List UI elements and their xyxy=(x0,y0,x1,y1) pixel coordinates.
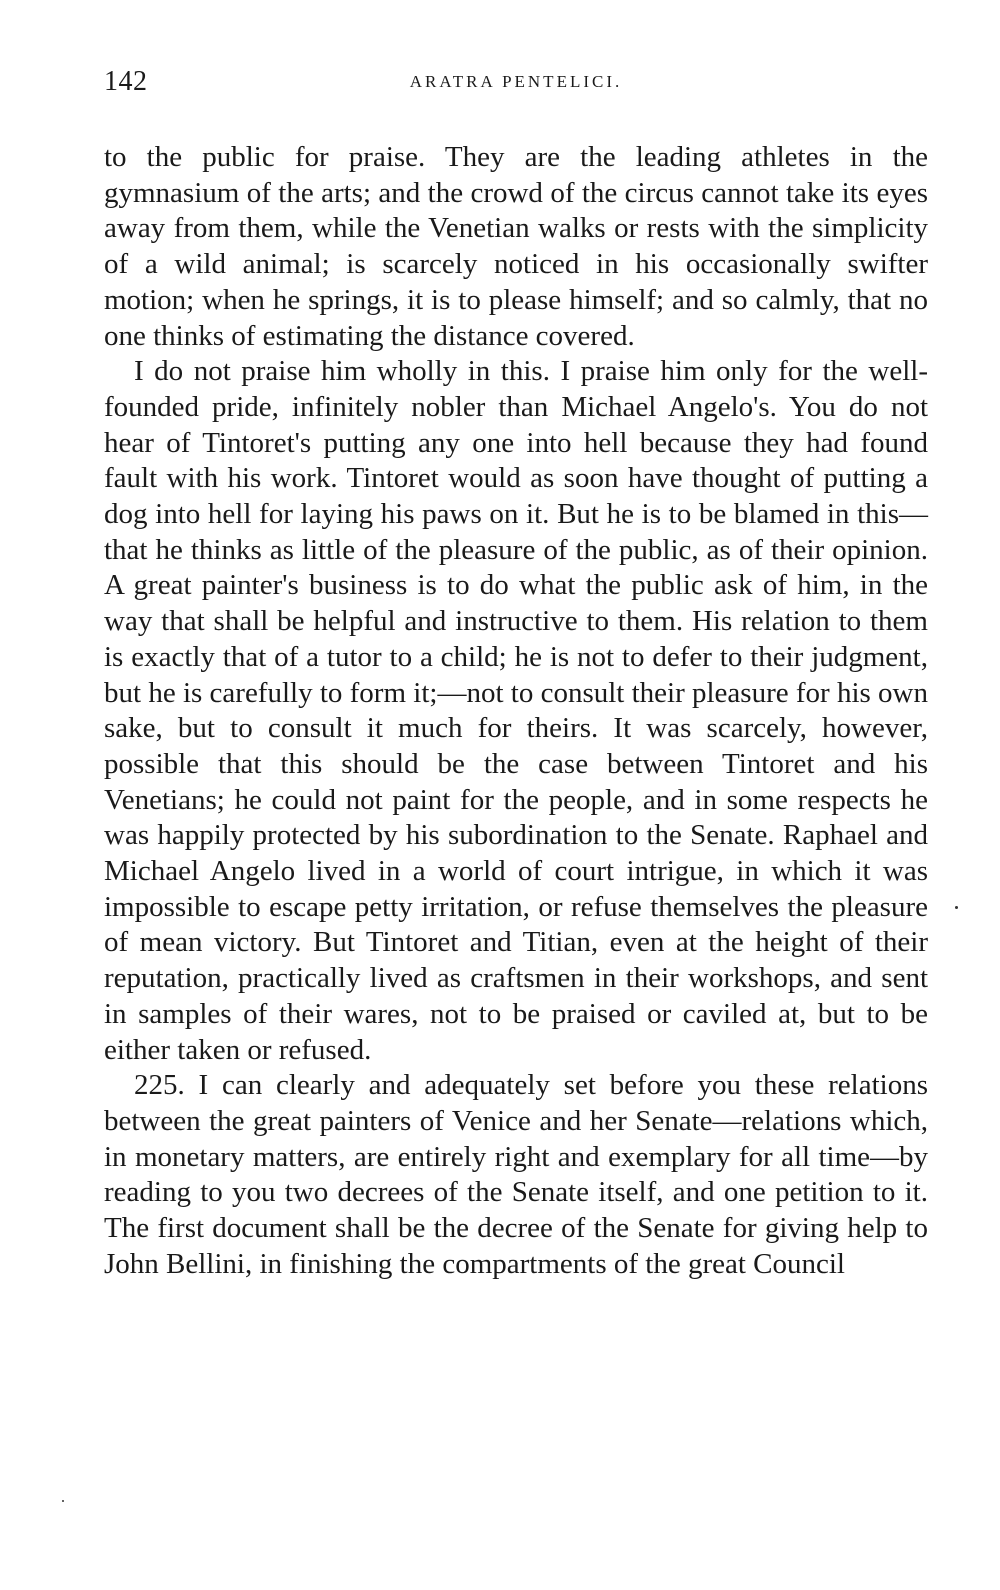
paragraph-tintoret: I do not praise him wholly in this. I praise him only for the well-founded pride, infinitely nobler than Michael Angelo's. You do not hear of Tintoret's putting any one into hell because they had found fault with his work. Tintoret would as soon have thought of putting a dog into hell for laying his paws on it. But he is to be blamed in this—that he thinks as little of the pleasure of the public, as of their opinion. A great painter's business is to do what the public ask of him, in the way that shall be helpful and instructive to them. His relation to them is exactly that of a tutor to a child; he is not to defer to their judgment, but he is carefully to form it;—not to consult their pleasure for his own sake, but to consult it much for theirs. It was scarcely, however, possible that this should be the case between Tintoret and his Venetians; he could not paint for the people, and in some respects he was happily protected by his subordination to the Senate. Raphael and Michael Angelo lived in a world of court intrigue, in which it was impossible to escape petty irritation, or refuse themselves the pleasure of mean victory. But Tintoret and Titian, even at the height of their reputation, practically lived as craftsmen in their workshops, and sent in samples of their wares, not to be praised or caviled at, but to be either taken or refused. xyxy=(104,355,928,1066)
ink-speck xyxy=(955,906,958,909)
running-head xyxy=(104,66,928,106)
paragraph-continuation: to the public for praise. They are the leading athletes in the gymnasium of the arts; and the crowd of the circus cannot take its eyes away from them, while the Venetian walks or rests with the simplicity of a wild animal; is scarcely noticed in his occasionally swifter motion; when he springs, it is to please himself; and so calmly, that no one thinks of estimating the distance covered. xyxy=(104,141,928,352)
body-text xyxy=(104,140,928,1283)
running-title: ARATRA PENTELICI. xyxy=(409,72,623,91)
paragraph-225: 225. I can clearly and adequately set before you these relations between the great painters of Venice and her Senate—relations which, in monetary matters, are entirely right and exemplary for all time—by reading to you two decrees of the Senate itself, and one petition to it. The first document shall be the decree of the Senate for giving help to John Bellini, in finishing the compartments of the great Council xyxy=(104,1069,928,1280)
ink-speck xyxy=(62,1500,64,1502)
page-number: 142 xyxy=(104,66,148,97)
